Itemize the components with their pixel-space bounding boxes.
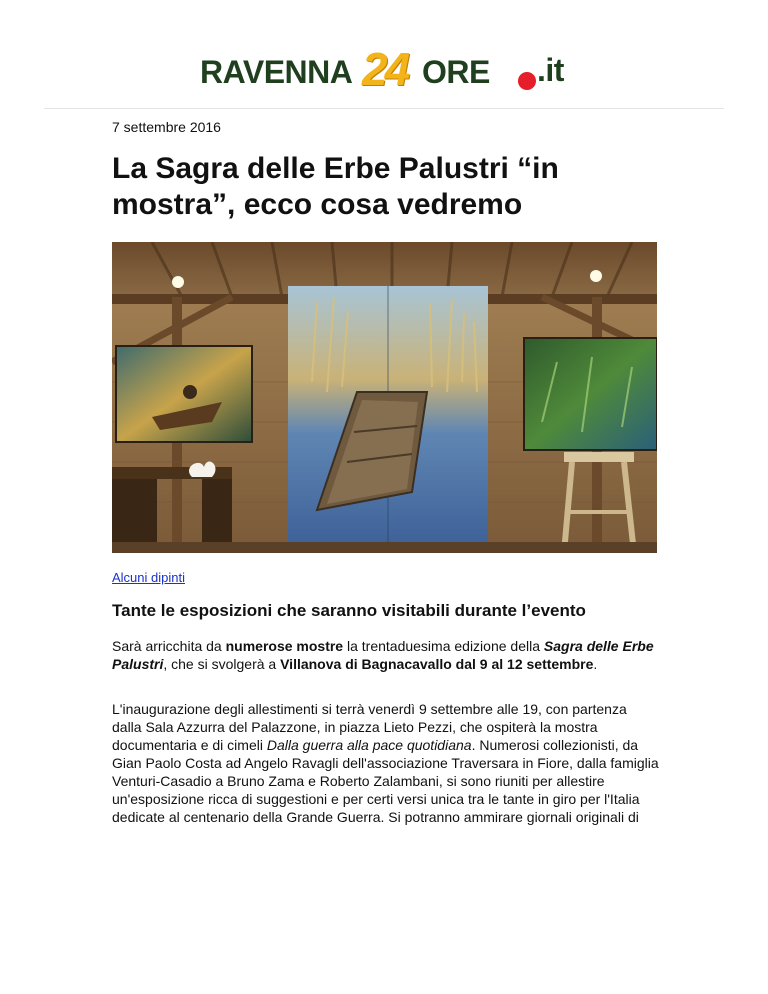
- logo-text-ravenna: RAVENNA: [200, 54, 353, 90]
- para2-text-1: L'inaugurazione degli allestimenti si terrà venerdì 9 settembre alle 19, con partenza dalla Sala Azzurra del Palazzone, in piazza Lieto Pezzi, che ospiterà la mostra documentaria e di cimeli: [112, 701, 627, 753]
- para1-bold-italic-1: Sagra delle Erbe Palustri: [112, 638, 654, 672]
- article-date: 7 settembre 2016: [112, 119, 221, 135]
- article-subtitle: Tante le esposizioni che saranno visitabili durante l’evento: [112, 601, 586, 620]
- article-photo: [112, 242, 657, 553]
- article-paragraph-1: [112, 637, 660, 673]
- logo-red-dot: [518, 72, 536, 90]
- logo-text-it: .it: [537, 52, 564, 88]
- paintings-exhibition-illustration: [112, 242, 657, 553]
- logo-text-ore: ORE: [422, 54, 490, 90]
- para1-bold-1: numerose mostre: [225, 638, 344, 654]
- para2-text-2: . Numerosi collezionisti, da Gian Paolo Costa ad Angelo Ravagli dell'associazione Traversara in Fiore, dalla famiglia Venturi-Casadio a Bruno Zama e Roberto Zalambani, si sono riuniti per allestire un'esposizione ricca di suggestioni e per certi versi unica tra le tante in giro per l'Italia dedicate al centenario della Grande Guerra. Si potranno ammirare giornali originali di: [112, 737, 659, 825]
- para1-text-1: Sarà arricchita da: [112, 638, 226, 654]
- site-logo[interactable]: [200, 44, 580, 96]
- article-paragraph-2: [112, 700, 660, 826]
- image-caption-link[interactable]: Alcuni dipinti: [112, 570, 185, 585]
- logo-text-24: 24: [362, 43, 408, 95]
- article-title: La Sagra delle Erbe Palustri “in mostra”, ecco cosa vedremo: [112, 152, 559, 221]
- para1-text-3: , che si svolgerà a: [163, 656, 281, 672]
- para1-bold-2: Villanova di Bagnacavallo dal 9 al 12 settembre: [280, 656, 594, 672]
- para1-text-2: la trentaduesima edizione della: [343, 638, 544, 654]
- para1-text-4: .: [593, 656, 598, 672]
- header-divider: [44, 108, 724, 109]
- para2-italic-1: Dalla guerra alla pace quotidiana: [266, 737, 472, 753]
